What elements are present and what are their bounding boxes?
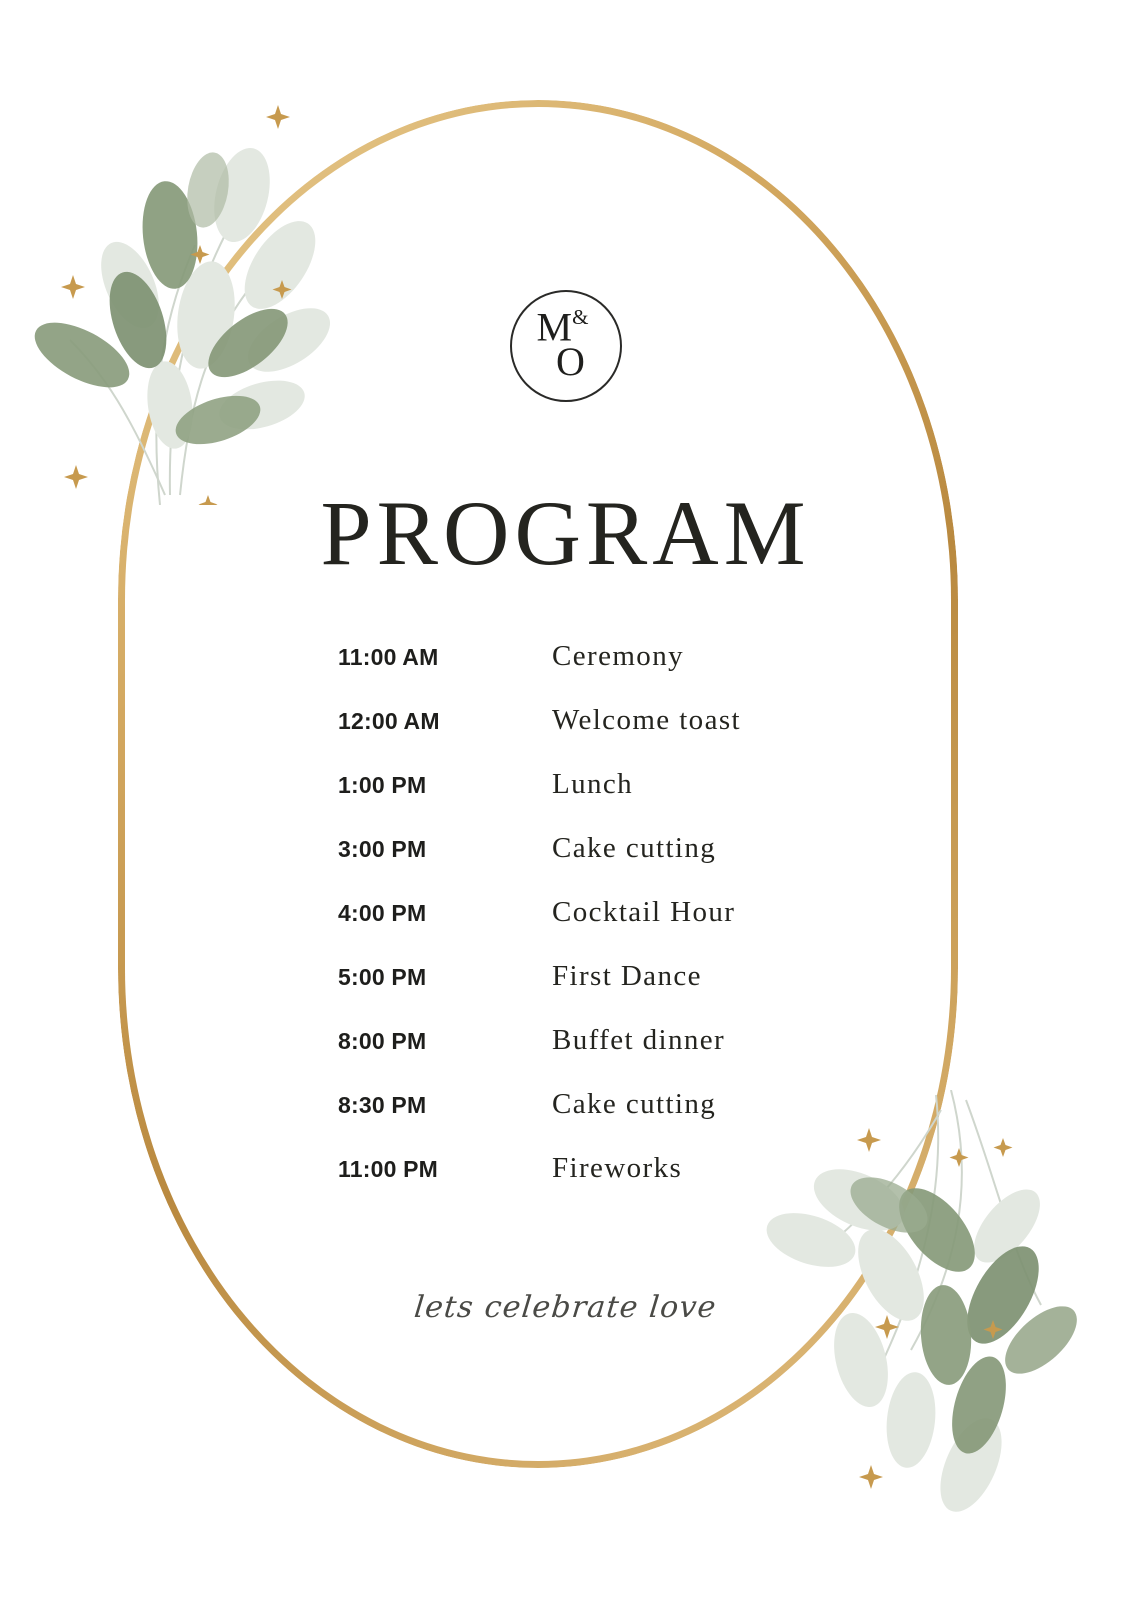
program-schedule-list: [338, 640, 858, 1216]
schedule-event: Ceremony: [552, 640, 685, 672]
schedule-row: [338, 768, 858, 832]
monogram-initial-right: O: [556, 339, 585, 385]
schedule-event: Fireworks: [552, 1152, 683, 1184]
schedule-row: [338, 960, 858, 1024]
schedule-row: [338, 832, 858, 896]
schedule-row: [338, 640, 858, 704]
schedule-row: [338, 1024, 858, 1088]
schedule-row: [338, 1152, 858, 1216]
page-title: PROGRAM: [320, 482, 811, 584]
schedule-time: 12:00 AM: [338, 708, 440, 734]
schedule-time: 11:00 AM: [338, 644, 439, 670]
schedule-event: Buffet dinner: [552, 1024, 726, 1056]
schedule-event: Welcome toast: [552, 704, 741, 736]
schedule-event: First Dance: [552, 960, 702, 992]
schedule-time: 8:30 PM: [338, 1092, 427, 1118]
monogram-ampersand: &: [572, 305, 589, 330]
monogram-badge: [510, 290, 622, 402]
footer-script-text: lets celebrate love: [412, 1290, 719, 1325]
schedule-event: Cake cutting: [552, 832, 717, 864]
schedule-row: [338, 1088, 858, 1152]
schedule-row: [338, 704, 858, 768]
monogram-initials: [536, 304, 589, 385]
schedule-event: Lunch: [552, 768, 634, 800]
schedule-row: [338, 896, 858, 960]
schedule-time: 4:00 PM: [338, 900, 427, 926]
schedule-time: 5:00 PM: [338, 964, 427, 990]
monogram-initial-left: M: [536, 304, 573, 350]
schedule-time: 11:00 PM: [338, 1156, 439, 1182]
schedule-time: 3:00 PM: [338, 836, 427, 862]
schedule-time: 8:00 PM: [338, 1028, 427, 1054]
schedule-event: Cocktail Hour: [552, 896, 736, 928]
schedule-event: Cake cutting: [552, 1088, 717, 1120]
schedule-time: 1:00 PM: [338, 772, 427, 798]
